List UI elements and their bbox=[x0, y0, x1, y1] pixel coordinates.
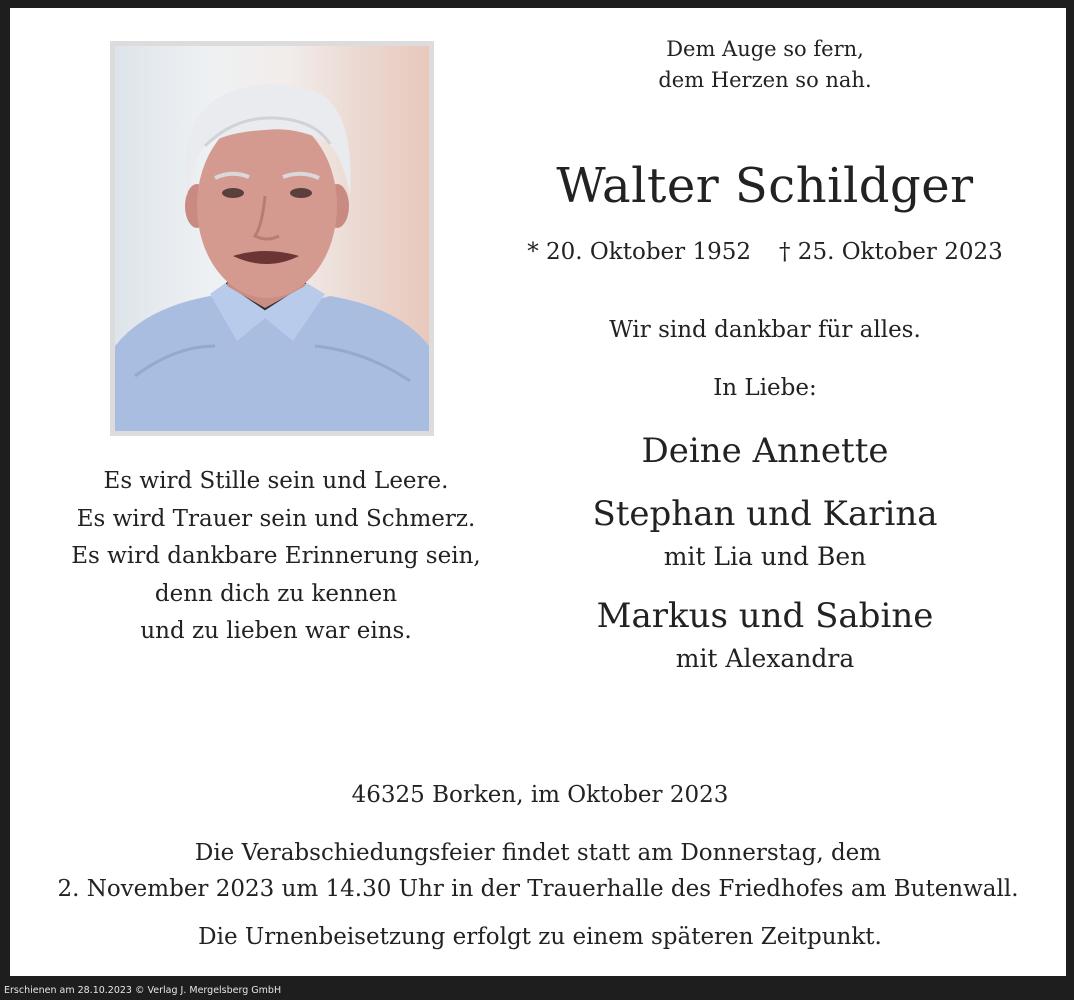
thanks-line: Wir sind dankbar für alles. bbox=[609, 317, 921, 343]
mourner-name: Markus und Sabine bbox=[596, 596, 934, 636]
birth-date: * 20. Oktober 1952 bbox=[527, 239, 751, 265]
ceremony-line: 2. November 2023 um 14.30 Uhr in der Trauerhalle des Friedhofes am Butenwall. bbox=[57, 876, 1019, 902]
place-date: 46325 Borken, im Oktober 2023 bbox=[351, 782, 729, 808]
portrait-photo bbox=[115, 46, 429, 431]
publication-footer: Erschienen am 28.10.2023 © Verlag J. Mergelsberg GmbH bbox=[4, 985, 282, 996]
portrait-illustration bbox=[115, 46, 429, 431]
poem-line: Es wird Trauer sein und Schmerz. bbox=[76, 505, 476, 532]
poem bbox=[30, 463, 522, 651]
deceased-name: Walter Schildger bbox=[556, 158, 974, 214]
mourner-name: Stephan und Karina bbox=[592, 494, 938, 534]
life-dates bbox=[510, 236, 1020, 268]
motto-line: Dem Auge so fern, bbox=[666, 37, 864, 61]
mourner-sub: mit Lia und Ben bbox=[663, 542, 867, 571]
mourner-name: Deine Annette bbox=[641, 431, 889, 471]
urn-burial-info: Die Urnenbeisetzung erfolgt zu einem späteren Zeitpunkt. bbox=[198, 924, 882, 950]
ceremony-line: Die Verabschiedungsfeier findet statt am Donnerstag, dem bbox=[194, 840, 882, 866]
portrait-frame bbox=[110, 41, 434, 436]
poem-line: Es wird Stille sein und Leere. bbox=[103, 468, 449, 494]
poem-line: denn dich zu kennen bbox=[154, 580, 398, 607]
motto bbox=[575, 34, 955, 96]
in-love-line: In Liebe: bbox=[713, 375, 817, 401]
mourner-sub: mit Alexandra bbox=[675, 644, 855, 673]
motto-line: dem Herzen so nah. bbox=[658, 68, 872, 92]
death-date: † 25. Oktober 2023 bbox=[779, 239, 1003, 265]
poem-line: Es wird dankbare Erinnerung sein, bbox=[71, 543, 481, 569]
poem-line: und zu lieben war eins. bbox=[140, 618, 412, 644]
ceremony-info bbox=[20, 835, 1056, 907]
obituary-notice bbox=[10, 8, 1066, 976]
